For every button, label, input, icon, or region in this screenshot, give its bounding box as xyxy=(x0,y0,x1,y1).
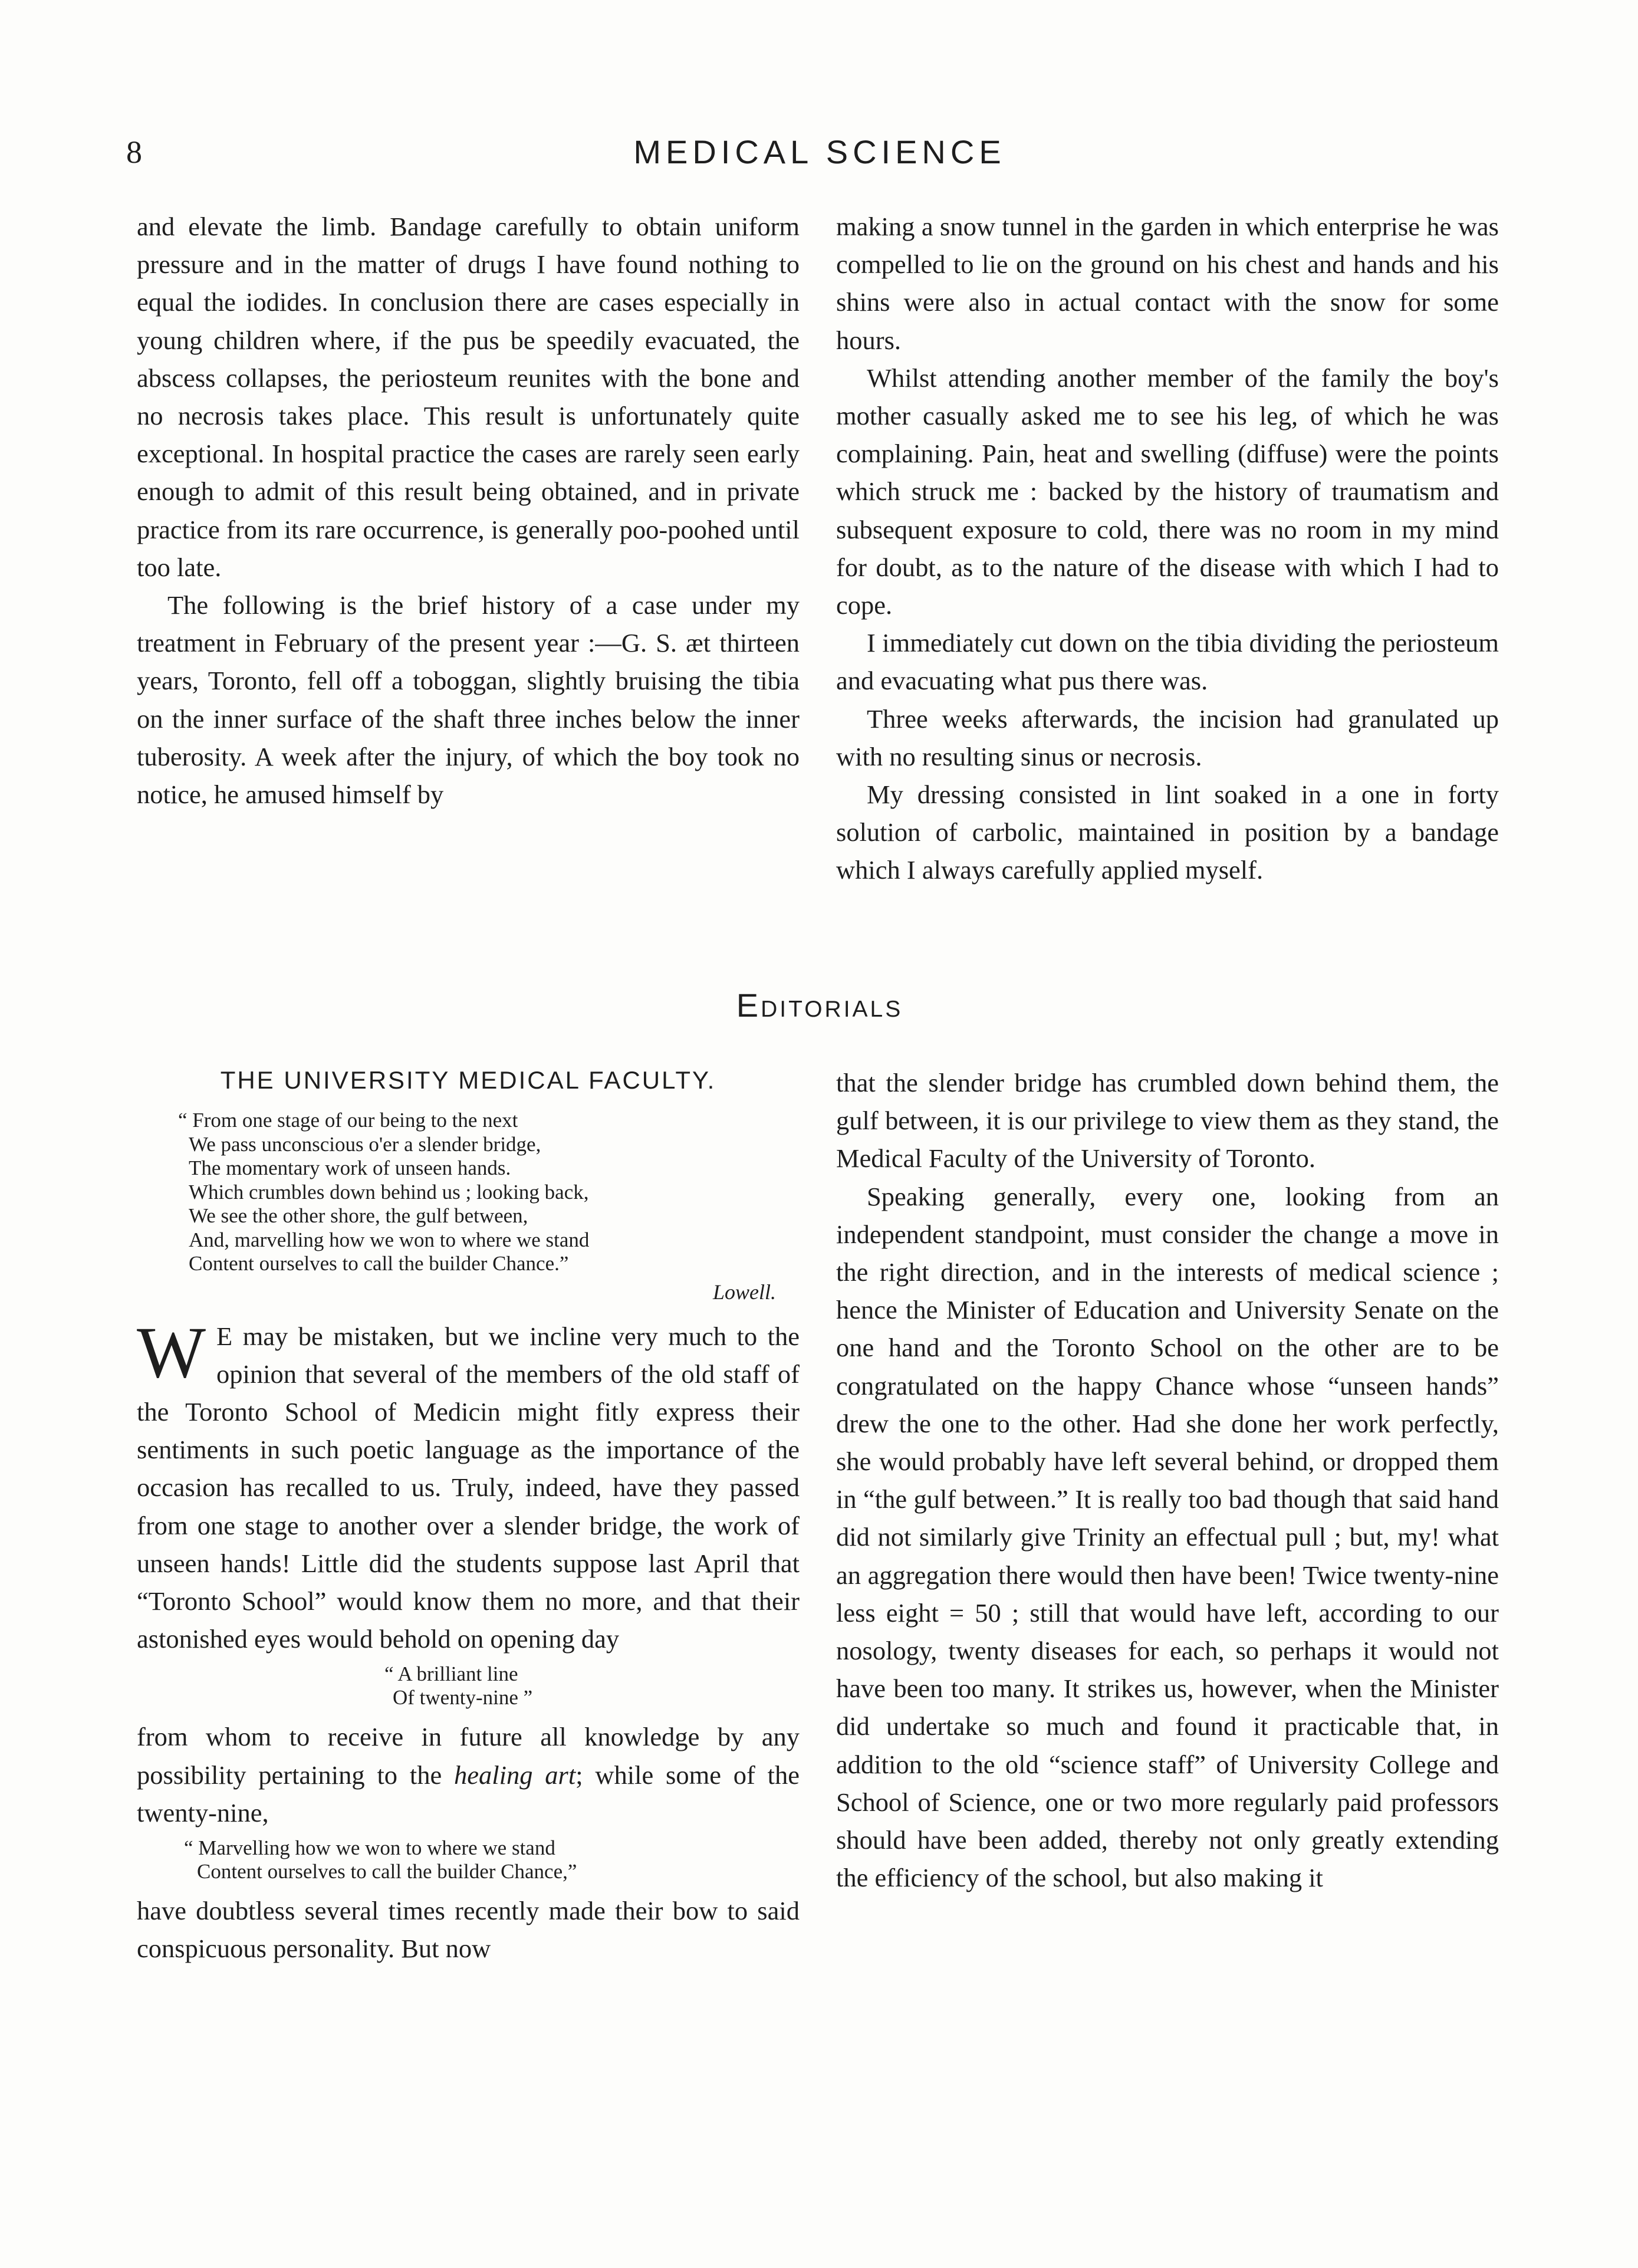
editorial-paragraph xyxy=(137,1312,800,1658)
top-right-paragraph: Whilst attending another member of the family the boy's mother casually asked me to see his leg, of which he was complaining. Pain, heat and swelling (diffuse) were the points which struck me : backed by the history of traumatism and subsequent exposure to cold, there was no room in my mind for doubt, as to the nature of the disease with which I had to cope. xyxy=(836,363,1499,620)
editorial-left-column xyxy=(137,1064,800,1967)
epigraph-line: Which crumbles down behind us ; looking back, xyxy=(189,1180,589,1204)
article-title: THE UNIVERSITY MEDICAL FACULTY. xyxy=(220,1066,716,1094)
editorial-paragraph: Speaking generally, every one, looking from an independent standpoint, must consider the change a move in the right direction, and in the interests of medical science ; hence the Minister of Education and University Senate on the one hand and the Toronto School on the other are to be congratulated on the happy Chance whose “unseen hands” drew the one to the other. Had she done her work perfectly, she would probably have left several behind, or dropped them in “the gulf between.” It is really too bad though that said hand did not similarly give Trinity an effectual pull ; but, my! what an aggregation there would then have been! Twice twenty-nine less eight = 50 ; still that would have left, according to our nosology, twenty diseases for each, so perhaps it would not have been too many. It strikes us, however, when the Minister did undertake so much and found it practicable that, in addition to the old “science staff” of University College and School of Science, one or two more regularly paid professors should have been added, thereby not only greatly extending the efficiency of the school, but also making it xyxy=(836,1181,1499,1893)
emphasis-text: healing art xyxy=(454,1760,576,1790)
quote-line: Of twenty-nine ” xyxy=(393,1686,533,1710)
top-left-paragraph: and elevate the limb. Bandage carefully to obtain uniform pressure and in the matter of drugs I have found nothing to equal the iodides. In conclusion there are cases especially in young children where, if the pus be speedily evacuated, the abscess collapses, the periosteum reunites with the bone and no necrosis takes place. This result is unfortunately quite exceptional. In hospital practice the cases are rarely seen early enough to admit of this result being obtained, and in private practice from its rare occurrence, is generally poo-poohed until too late. xyxy=(137,212,800,582)
quote-line: “ Marvelling how we won to where we stand xyxy=(184,1836,555,1859)
top-left-paragraph: The following is the brief history of a case under my treatment in February of the present year :—G. S. æt thirteen years, Toronto, fell off a toboggan, slightly bruising the tibia on the inner surface of the shaft three inches below the inner tuberosity. A week after the injury, of which the boy took no notice, he amused himself by xyxy=(137,590,800,810)
epigraph-line: Content ourselves to call the builder Chance.” xyxy=(189,1252,569,1275)
editorial-right-column xyxy=(836,1064,1499,1896)
top-article-right-column xyxy=(836,208,1499,889)
top-article-left-column xyxy=(137,208,800,813)
page-number: 8 xyxy=(126,134,142,170)
editorial-paragraph: have doubtless several times recently made their bow to said conspicuous personality. But now xyxy=(137,1895,800,1964)
quote-line: Content ourselves to call the builder Chance,” xyxy=(197,1859,577,1883)
quote-marvelling xyxy=(137,1836,800,1884)
section-title: Editorials xyxy=(736,987,903,1024)
running-title: MEDICAL SCIENCE xyxy=(633,133,1006,170)
epigraph-line: The momentary work of unseen hands. xyxy=(189,1156,511,1179)
quote-brilliant-line xyxy=(137,1662,800,1710)
paragraph-text: ; while some of the twenty-nine, xyxy=(137,1760,800,1827)
top-right-paragraph: I immediately cut down on the tibia dividing the periosteum and evacuating what pus there was. xyxy=(836,628,1499,696)
epigraph xyxy=(178,1109,800,1276)
quote-line: “ A brilliant line xyxy=(384,1662,518,1686)
epigraph-author: Lowell. xyxy=(712,1280,776,1304)
editorial-paragraph: that the slender bridge has crumbled down behind them, the gulf between, it is our privilege to view them as they stand, the Medical Faculty of the University of Toronto. xyxy=(836,1068,1499,1174)
top-right-paragraph: making a snow tunnel in the garden in which enterprise he was compelled to lie on the ground on his chest and hands and his shins were also in actual contact with the snow for some hours. xyxy=(836,212,1499,355)
paragraph-text: from whom to receive in future all knowledge by any possibility pertaining to the xyxy=(137,1722,800,1790)
drop-cap: W xyxy=(137,1312,206,1393)
epigraph-line: “ From one stage of our being to the next xyxy=(178,1109,518,1132)
editorial-paragraph xyxy=(137,1718,800,1832)
top-right-paragraph: Three weeks afterwards, the incision had granulated up with no resulting sinus or necrosis. xyxy=(836,704,1499,771)
epigraph-line: We pass unconscious o'er a slender bridge, xyxy=(189,1132,541,1156)
top-right-paragraph: My dressing consisted in lint soaked in a one in forty solution of carbolic, maintained in position by a bandage which I always carefully applied myself. xyxy=(836,780,1499,885)
epigraph-line: And, marvelling how we won to where we stand xyxy=(189,1228,590,1251)
paragraph-text: E may be mistaken, but we incline very much to the opinion that several of the members of the old staff of the Toronto School of Medicin might fitly express their sentiments in such poetic language as the importance of the occasion has recalled to us. Truly, indeed, have they passed from one stage to another over a slender bridge, the work of unseen hands! Little did the students suppose last April that “Toronto School” would know them no more, and that their astonished eyes would behold on opening day xyxy=(137,1321,800,1654)
epigraph-line: We see the other shore, the gulf between, xyxy=(189,1204,528,1227)
